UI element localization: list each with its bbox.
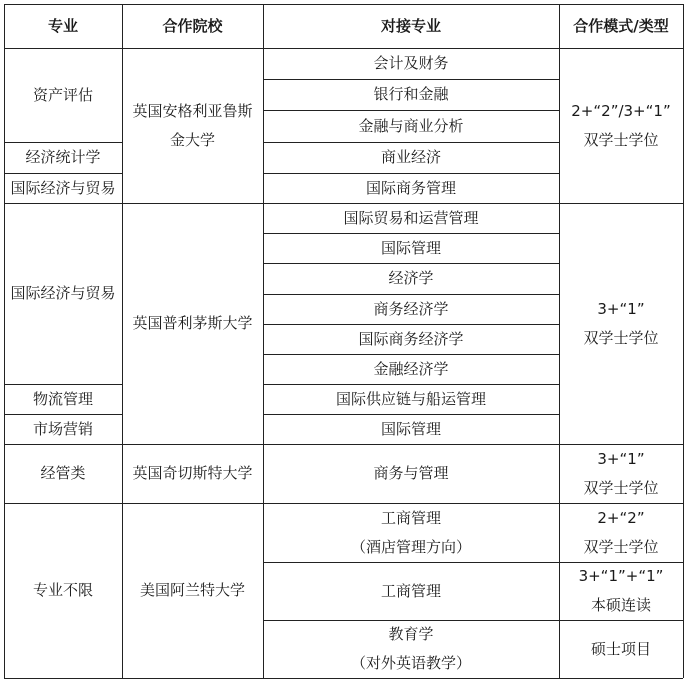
program-cell: 国际商务经济学: [358, 329, 464, 348]
program-cell: 金融经济学: [373, 359, 449, 378]
program-line: （对外英语教学）: [350, 654, 471, 672]
mode-cell: [559, 203, 683, 444]
mode-line: 双学士学位: [583, 328, 659, 347]
school-cell: 美国阿兰特大学: [139, 581, 245, 599]
mode-line: 2+“2”: [597, 508, 645, 527]
mode-cell: [559, 562, 683, 620]
header-program: 对接专业: [380, 16, 441, 35]
program-cell: 金融与商业分析: [358, 116, 464, 135]
program-cell: 银行和金融: [373, 85, 449, 103]
program-cell: 国际管理: [380, 419, 441, 438]
mode-cell: 硕士项目: [590, 639, 651, 658]
program-cell: 国际贸易和运营管理: [343, 208, 479, 227]
mode-line: 双学士学位: [583, 130, 659, 149]
major-cell: 国际经济与贸易: [10, 284, 116, 302]
major-cell: 经济统计学: [25, 148, 101, 166]
program-cell: 国际商务管理: [365, 178, 456, 197]
program-cell: [263, 503, 559, 562]
header-mode: 合作模式/类型: [573, 16, 669, 35]
major-cell: 国际经济与贸易: [10, 178, 116, 197]
program-cell: 工商管理: [380, 581, 441, 600]
mode-line: 本硕连读: [590, 596, 651, 614]
school-line: 金大学: [169, 130, 215, 149]
major-cell: 资产评估: [32, 85, 93, 104]
program-line: 工商管理: [380, 508, 441, 527]
program-cell: 国际管理: [380, 238, 441, 257]
program-cell: 会计及财务: [373, 54, 449, 72]
mode-line: 2+“2”/3+“1”: [571, 101, 671, 120]
mode-line: 双学士学位: [583, 537, 659, 556]
header-major: 专业: [47, 16, 78, 35]
mode-cell: [559, 444, 683, 503]
program-cell: 国际供应链与船运管理: [335, 389, 486, 408]
school-cell: 英国普利茅斯大学: [132, 314, 253, 332]
mode-line: 双学士学位: [583, 478, 659, 497]
major-cell: 经管类: [40, 464, 86, 482]
program-cell: [263, 620, 559, 678]
school-cell: [122, 48, 263, 203]
major-cell: 市场营销: [32, 419, 93, 438]
mode-line: 3+“1”: [597, 449, 645, 468]
program-cell: 商务经济学: [373, 299, 449, 318]
mode-cell: [559, 503, 683, 562]
major-cell: 物流管理: [32, 389, 93, 408]
program-line: 教育学: [388, 625, 434, 643]
mode-cell: [559, 48, 683, 203]
program-line: （酒店管理方向）: [350, 537, 471, 556]
major-cell: 专业不限: [32, 581, 93, 599]
program-cell: 经济学: [388, 269, 434, 287]
school-cell: 英国奇切斯特大学: [132, 464, 253, 482]
program-cell: 商务与管理: [373, 464, 449, 482]
program-cell: 商业经济: [380, 148, 441, 166]
school-line: 英国安格利亚鲁斯: [132, 101, 253, 120]
header-school: 合作院校: [162, 16, 223, 35]
mode-line: 3+“1”+“1”: [578, 567, 664, 585]
mode-line: 3+“1”: [597, 299, 645, 318]
